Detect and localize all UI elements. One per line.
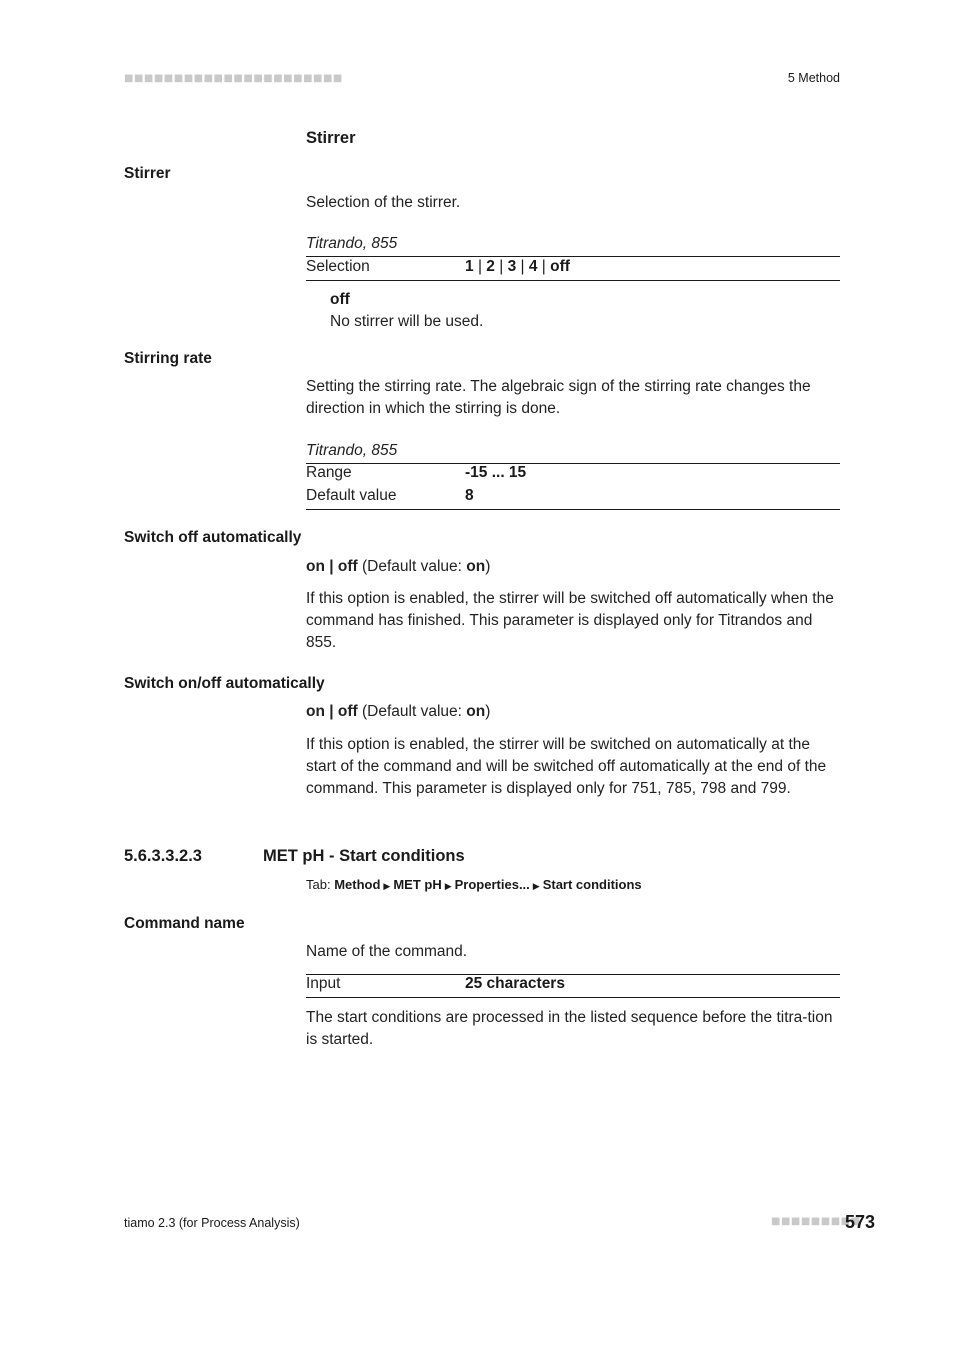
param-label-stirrer: Stirrer <box>124 165 171 182</box>
param-label-command-name: Command name <box>124 915 245 932</box>
section-note: The start conditions are processed in the listed sequence before the titra-tion is started. <box>306 1009 833 1048</box>
option-value: 3 <box>507 258 517 275</box>
table-key: Range <box>306 464 352 481</box>
section-title: MET pH - Start conditions <box>263 847 465 865</box>
footer-decoration: ■■■■■■■■■ <box>771 1216 861 1227</box>
param-description: If this option is enabled, the stirrer will be switched off automatically when the command has finished. This parameter is displayed only for Titrandos and 855. <box>306 590 834 651</box>
table-key: Default value <box>306 487 397 504</box>
table-key: Selection <box>306 258 370 275</box>
table-value: 8 <box>465 487 474 504</box>
tab-path-item: Properties... <box>454 877 530 892</box>
param-description: Name of the command. <box>306 943 468 960</box>
footer-product: tiamo 2.3 (for Process Analysis) <box>124 1216 300 1230</box>
param-label-switch-onoff: Switch on/off automatically <box>124 675 325 692</box>
tab-path-item: Start conditions <box>542 877 642 892</box>
option-value: 2 <box>486 258 495 275</box>
default-line <box>306 556 840 578</box>
param-description: Selection of the stirrer. <box>306 194 461 211</box>
default-value: on <box>466 703 486 720</box>
param-description: Setting the stirring rate. The algebraic sign of the stirring rate changes the direction in which the stirring is done. <box>306 378 811 417</box>
default-suffix: ) <box>485 558 491 575</box>
option-value: 1 <box>465 258 474 275</box>
value-options: on | off <box>306 558 358 575</box>
table-rule <box>306 509 840 510</box>
table-rule <box>306 974 840 975</box>
tab-path <box>306 877 642 892</box>
arrow-right-icon: ▶ <box>532 881 540 891</box>
running-header-section: 5 Method <box>787 71 840 85</box>
default-suffix: ) <box>485 703 491 720</box>
group-heading: Stirrer <box>306 129 356 147</box>
tab-prefix: Tab: <box>306 877 335 892</box>
device-caption: Titrando, 855 <box>306 235 398 252</box>
page-number: 573 <box>845 1212 876 1232</box>
param-label-stirring-rate: Stirring rate <box>124 350 212 367</box>
table-value: 25 characters <box>465 975 565 992</box>
value-options: on | off <box>306 703 358 720</box>
table-value: -15 ... 15 <box>465 464 527 481</box>
device-caption: Titrando, 855 <box>306 442 398 459</box>
default-prefix: (Default value: <box>362 703 467 720</box>
table-rule <box>306 280 840 281</box>
header-decoration: ■■■■■■■■■■■■■■■■■■■■■■ <box>124 73 343 84</box>
table-rule <box>306 997 840 998</box>
tab-path-item: MET pH <box>393 877 442 892</box>
table-key: Input <box>306 975 341 992</box>
option-value: 4 <box>528 258 538 275</box>
arrow-right-icon: ▶ <box>383 881 391 891</box>
option-term: off <box>330 291 350 308</box>
option-description: No stirrer will be used. <box>330 313 484 330</box>
option-value: off <box>550 258 570 275</box>
table-rule <box>306 256 840 257</box>
selection-values: 1 | 2 | 3 | 4 | off <box>465 258 570 275</box>
table-rule <box>306 463 840 464</box>
default-prefix: (Default value: <box>362 558 467 575</box>
default-line <box>306 701 840 723</box>
param-description: If this option is enabled, the stirrer will be switched on automatically at the start of the command and will be switched off automatically at the end of the command. This parameter is displayed only for 751, 785, 798 and 799. <box>306 736 827 797</box>
param-label-switch-off: Switch off automatically <box>124 529 302 546</box>
default-value: on <box>466 558 486 575</box>
section-number: 5.6.3.3.2.3 <box>124 847 202 865</box>
tab-path-item: Method <box>334 877 381 892</box>
arrow-right-icon: ▶ <box>444 881 452 891</box>
